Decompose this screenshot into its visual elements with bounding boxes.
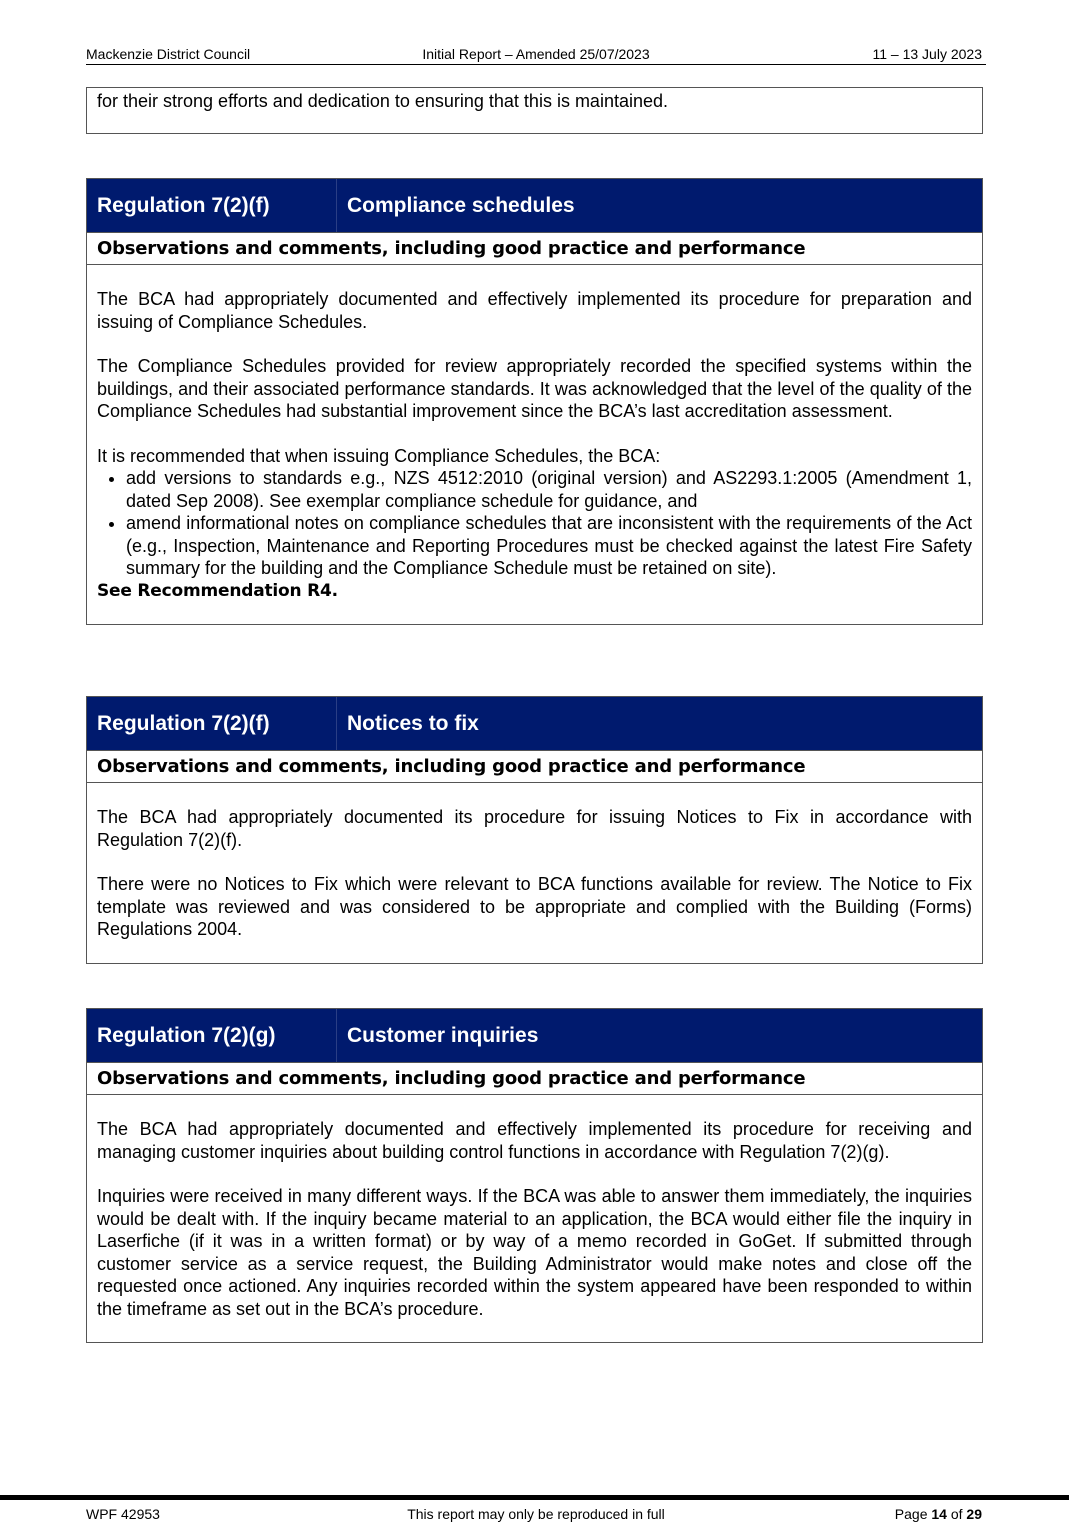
page-total: 29	[966, 1506, 982, 1522]
observations-label: Observations and comments, including good practice and performance	[87, 1062, 982, 1095]
observations-label: Observations and comments, including good practice and performance	[87, 750, 982, 783]
regulation-number: Regulation 7(2)(f)	[87, 179, 337, 232]
header-report-title: Initial Report – Amended 25/07/2023	[422, 46, 650, 62]
body-paragraph: There were no Notices to Fix which were relevant to BCA functions available for review. The Notice to Fix template was reviewed and was considered to be appropriate and complied with the Building (Forms) Regulations 2004.	[97, 874, 972, 939]
regulation-title: Notices to fix	[347, 712, 479, 735]
regulation-title: Compliance schedules	[347, 194, 575, 217]
page-number	[895, 1506, 982, 1522]
page-current: 14	[931, 1506, 947, 1522]
page-header	[86, 46, 986, 65]
list-item: • amend informational notes on compliance schedules that are inconsistent with the requirements of the Act (e.g., Inspection, Maintenance and Reporting Procedures must be checked against the latest Fire Safety summary for the building and the Compliance Schedule must be retained on site).	[126, 512, 972, 580]
regulation-header	[87, 697, 982, 750]
body-paragraph: The BCA had appropriately documented its procedure for issuing Notices to Fix in accordance with Regulation 7(2)(f).	[97, 807, 972, 850]
footer-document-id: WPF 42953	[86, 1506, 160, 1522]
regulation-table-customer-inquiries	[86, 1008, 983, 1343]
footer-reproduction-notice: This report may only be reproduced in full	[407, 1506, 665, 1522]
body-paragraph: Inquiries were received in many different ways. If the BCA was able to answer them immediately, the inquiries would be dealt with. If the inquiry became material to an application, the BCA would either file the inquiry in Laserfiche (if it was in a written format) or by way of a memo recorded in GoGet. If submitted through customer service as a service request, the Building Administrator would make notes and close off the requested once actioned. Any inquiries recorded within the system appeared have been responded to within the timeframe as set out in the BCA’s procedure.	[97, 1186, 972, 1319]
regulation-number: Regulation 7(2)(f)	[87, 697, 337, 750]
body-paragraph: The BCA had appropriately documented and effectively implemented its procedure for receiving and managing customer inquiries about building control functions in accordance with Regulation 7(2)(g).	[97, 1119, 972, 1162]
body-paragraph: The BCA had appropriately documented and effectively implemented its procedure for preparation and issuing of Compliance Schedules.	[97, 289, 972, 332]
page-prefix: Page	[894, 1506, 928, 1522]
footer-divider	[0, 1495, 1069, 1500]
body-paragraph: It is recommended that when issuing Compliance Schedules, the BCA:	[97, 445, 661, 466]
list-item: • add versions to standards e.g., NZS 4512:2010 (original version) and AS2293.1:2005 (Amendment 1, dated Sep 2008). See exemplar compliance schedule for guidance, and	[126, 467, 972, 512]
header-organisation: Mackenzie District Council	[86, 46, 251, 62]
recommendation-reference: See Recommendation R4.	[97, 580, 338, 601]
regulation-body	[87, 1095, 982, 1342]
regulation-title: Customer inquiries	[347, 1024, 539, 1047]
carry-over-box	[86, 87, 983, 134]
regulation-body	[87, 265, 982, 624]
observations-label: Observations and comments, including good practice and performance	[87, 232, 982, 265]
regulation-table-notices-to-fix	[86, 696, 983, 964]
carry-over-text: for their strong efforts and dedication to ensuring that this is maintained.	[97, 91, 668, 111]
regulation-body	[87, 783, 982, 963]
body-paragraph: The Compliance Schedules provided for review appropriately recorded the specified systems within the buildings, and their associated performance standards. It was acknowledged that the level of the quality of the Compliance Schedules had substantial improvement since the BCA’s last accreditation assessment.	[97, 356, 972, 421]
regulation-number: Regulation 7(2)(g)	[87, 1009, 337, 1062]
header-date-range: 11 – 13 July 2023	[872, 46, 982, 62]
regulation-header	[87, 1009, 982, 1062]
page-of: of	[950, 1506, 963, 1522]
recommendation-list	[97, 467, 972, 580]
regulation-table-compliance-schedules	[86, 178, 983, 625]
regulation-header	[87, 179, 982, 232]
